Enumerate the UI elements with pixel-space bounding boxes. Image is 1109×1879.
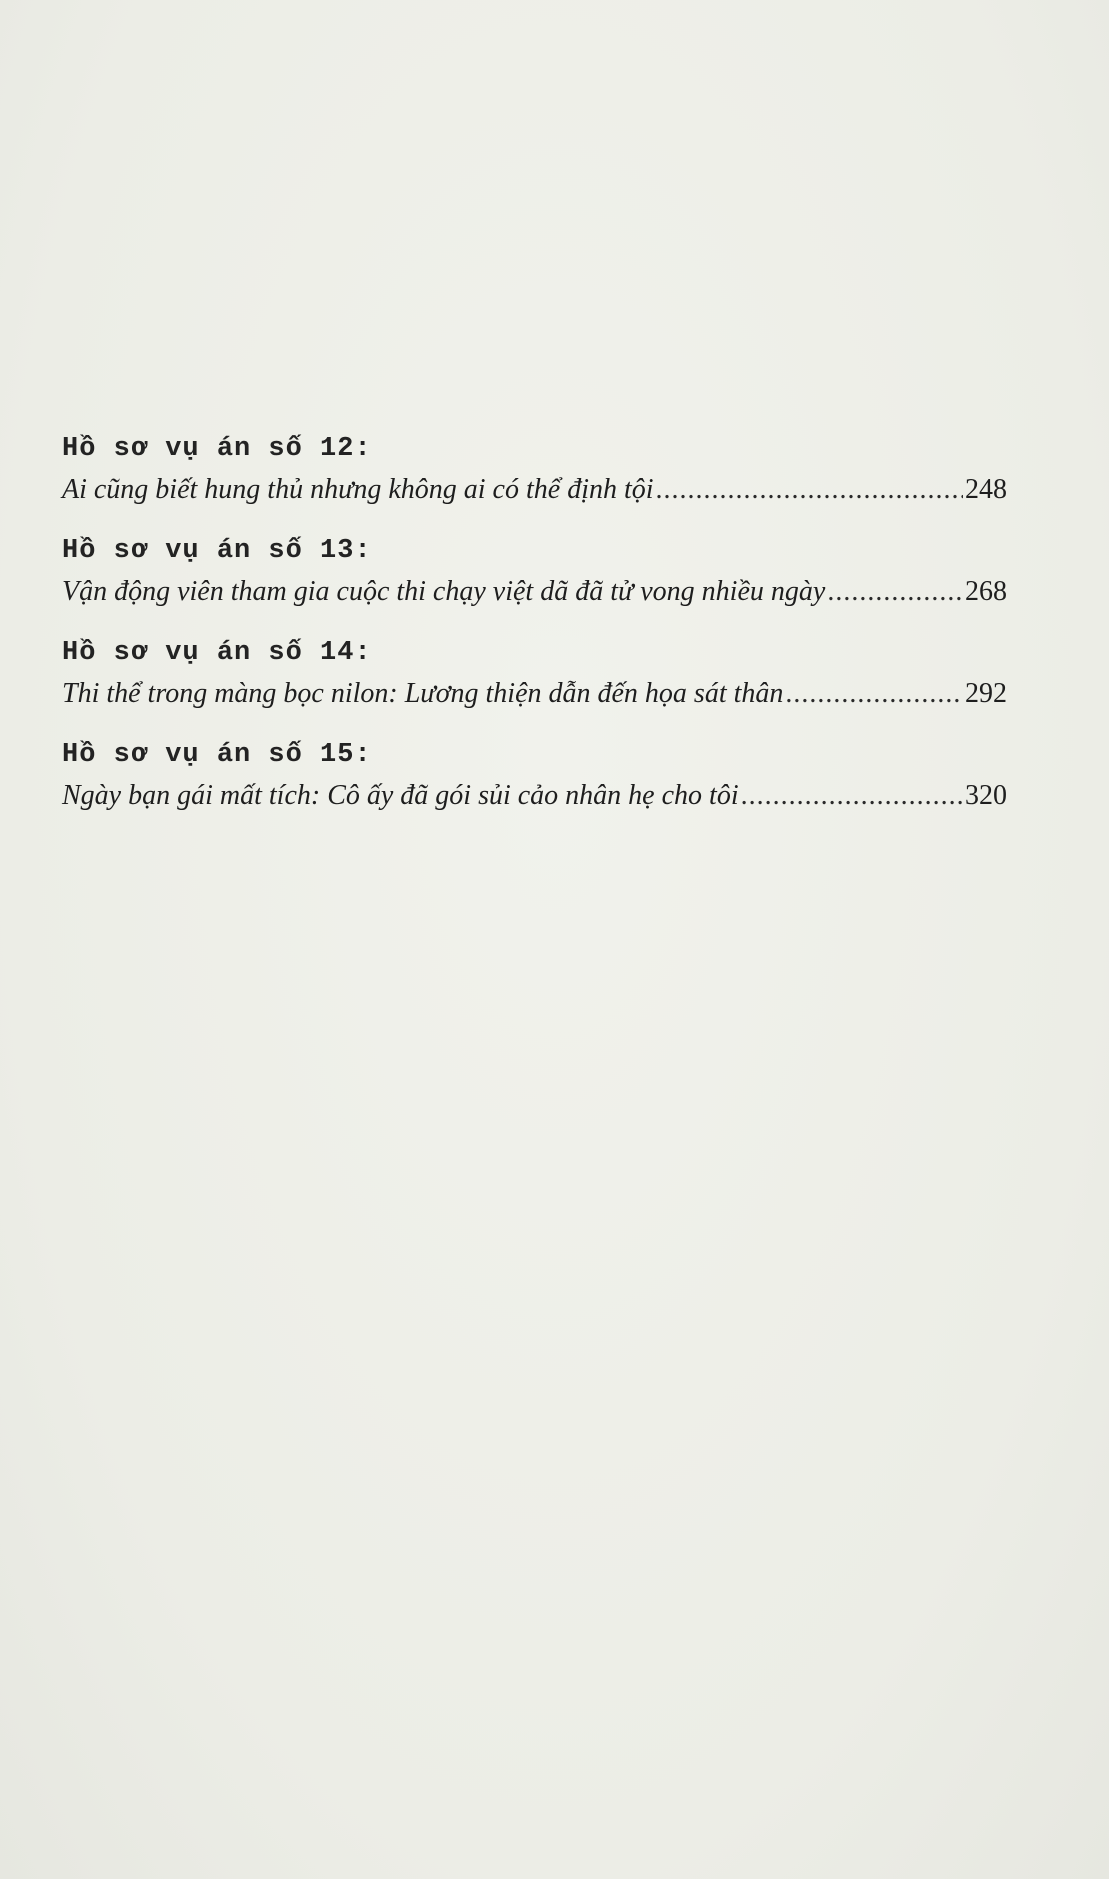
case-heading: Hồ sơ vụ án số 12:	[62, 434, 372, 464]
toc-entry-12	[62, 430, 1007, 512]
case-heading: Hồ sơ vụ án số 15:	[62, 740, 372, 770]
toc-line	[62, 774, 1007, 818]
dot-leader	[656, 468, 963, 512]
page-number: 268	[965, 576, 1007, 607]
case-title: Thi thể trong màng bọc nilon: Lương thiện dẫn đến họa sát thân	[62, 678, 784, 709]
page-number: 248	[965, 474, 1007, 505]
case-title: Vận động viên tham gia cuộc thi chạy việt dã đã tử vong nhiều ngày	[62, 576, 826, 607]
case-title: Ai cũng biết hung thủ nhưng không ai có thể định tội	[62, 474, 654, 505]
toc-line	[62, 570, 1007, 614]
toc-entry-14	[62, 634, 1007, 716]
case-title: Ngày bạn gái mất tích: Cô ấy đã gói sủi cảo nhân hẹ cho tôi	[62, 780, 739, 811]
page-number: 320	[965, 780, 1007, 811]
toc-entry-13	[62, 532, 1007, 614]
case-heading: Hồ sơ vụ án số 13:	[62, 536, 372, 566]
page-number: 292	[965, 678, 1007, 709]
dot-leader	[741, 774, 963, 818]
toc-line	[62, 468, 1007, 512]
toc-line	[62, 672, 1007, 716]
case-heading: Hồ sơ vụ án số 14:	[62, 638, 372, 668]
dot-leader	[827, 570, 963, 614]
table-of-contents	[62, 430, 1007, 838]
toc-entry-15	[62, 736, 1007, 818]
dot-leader	[785, 672, 963, 716]
